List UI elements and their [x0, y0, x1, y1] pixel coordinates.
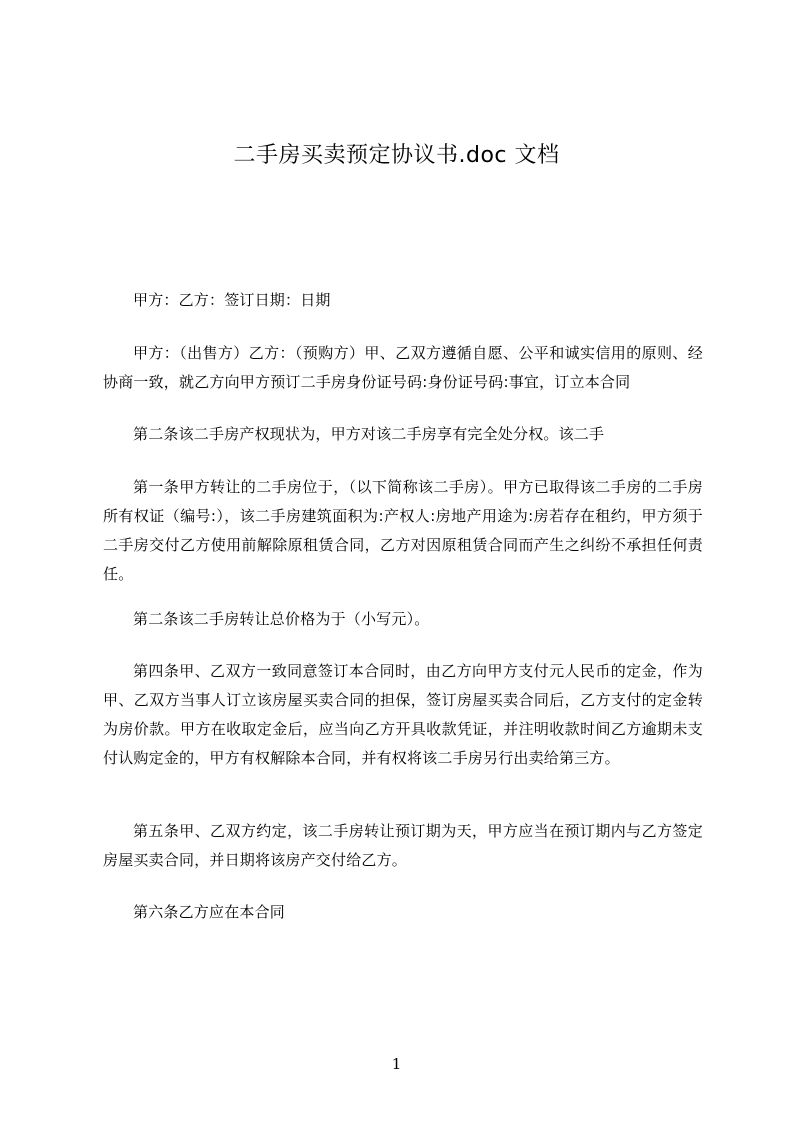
paragraph-property-rights: 第二条该二手房产权现状为，甲方对该二手房享有完全处分权。该二手: [133, 425, 605, 443]
page-number: 1: [391, 1055, 402, 1073]
document-title: 二手房买卖预定协议书.doc 文档: [233, 143, 560, 168]
paragraph-article-five: 第五条甲、乙双方约定，该二手房转让预订期为天，甲方应当在预订期内与乙方签定房屋买卖合同，并日期将该房产交付给乙方。: [103, 822, 703, 869]
paragraph-total-price: 第二条该二手房转让总价格为于（小写元）。: [133, 610, 430, 628]
paragraph-article-four: 第四条甲、乙双方一致同意签订本合同时，由乙方向甲方支付元人民币的定金，作为甲、乙双方当事人订立该房屋买卖合同的担保，签订房屋买卖合同后，乙方支付的定金转为房价款。甲方在收取定金后，应当向乙方开具收款凭证，并注明收款时间乙方逾期未支付认购定金的，甲方有权解除本合同，并有权将该二手房另行出卖给第三方。: [103, 662, 703, 767]
paragraph-parties-preamble: 甲方：（出售方）乙方：（预购方）甲、乙双方遵循自愿、公平和诚实信用的原则、经协商一致，就乙方向甲方预订二手房身份证号码:身份证号码:事宜，订立本合同: [103, 344, 703, 391]
paragraph-article-one: 第一条甲方转让的二手房位于，（以下简称该二手房）。甲方已取得该二手房的二手房所有权证（编号:），该二手房建筑面积为:产权人:房地产用途为:房若存在租约，甲方须于二手房交付乙方使用前解除原租赁合同，乙方对因原租赁合同而产生之纠纷不承担任何责任。: [103, 478, 703, 583]
paragraph-signing-info: 甲方：乙方：签订日期：日期: [133, 291, 331, 309]
paragraph-article-six: 第六条乙方应在本合同: [133, 903, 286, 921]
